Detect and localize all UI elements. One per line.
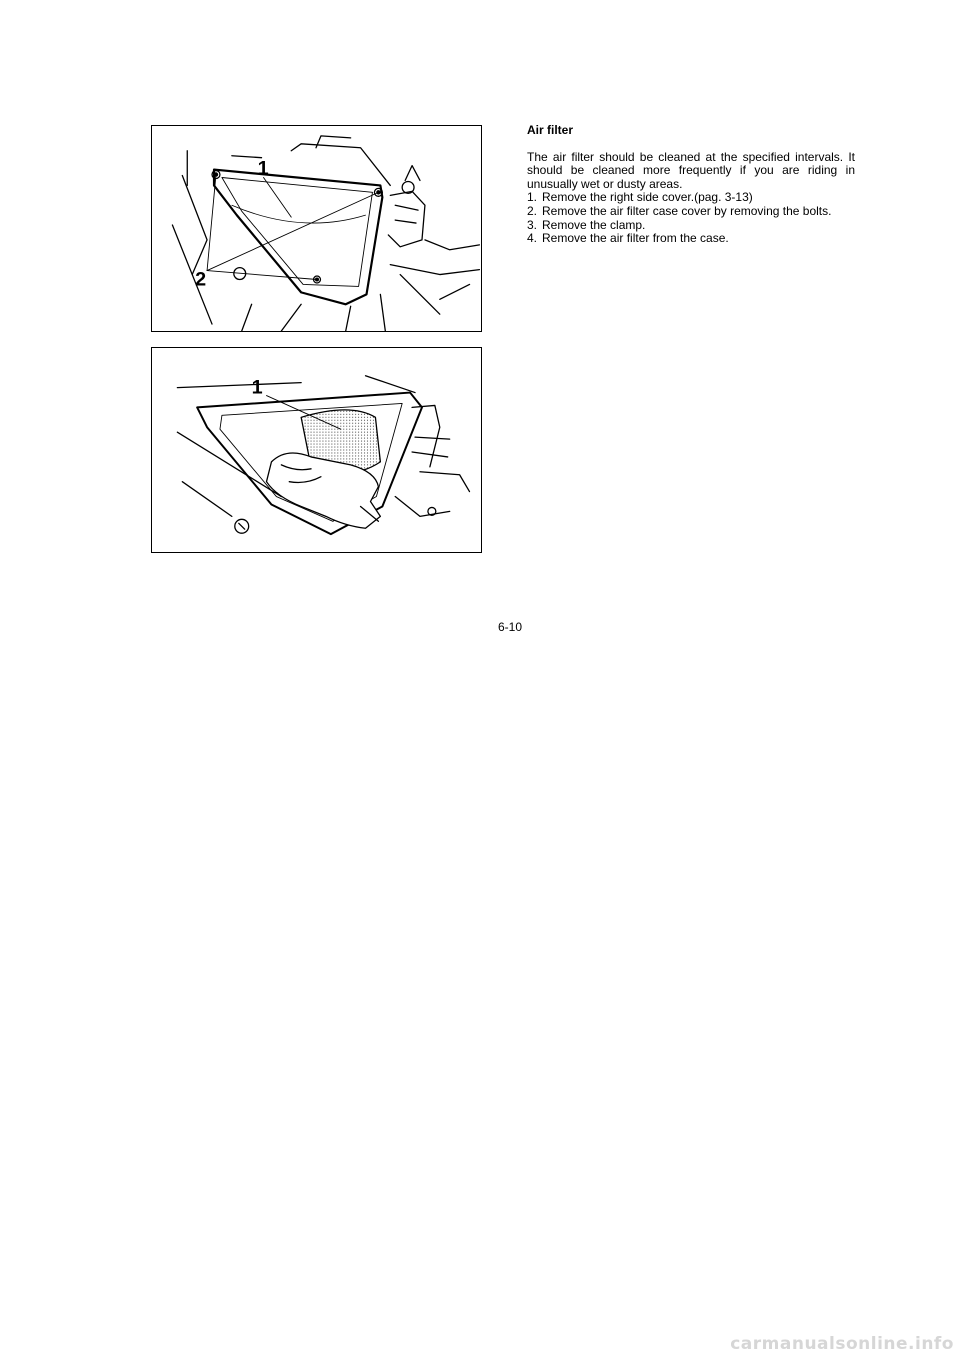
list-item xyxy=(527,219,855,233)
step-number: 4. xyxy=(527,231,538,246)
side-cover-illustration xyxy=(152,126,481,331)
step-text: Remove the right side cover.(pag. 3-13) xyxy=(542,190,753,205)
step-number: 1. xyxy=(527,190,538,205)
list-item xyxy=(527,205,855,219)
list-item xyxy=(527,191,855,205)
section-intro: The air filter should be cleaned at the specified intervals. It should be cleaned more frequently if you are riding in unusually wet or dusty areas. xyxy=(527,149,855,191)
section-heading: Air filter xyxy=(527,123,574,137)
step-number: 3. xyxy=(527,217,538,232)
watermark: carmanualsonline.info xyxy=(730,1334,954,1354)
callout-label: 1 xyxy=(257,157,269,180)
step-text: Remove the air filter case cover by removing the bolts. xyxy=(542,203,832,218)
instruction-section xyxy=(527,124,855,246)
callout-label: 1 xyxy=(251,376,263,399)
figure-air-filter-removal xyxy=(151,347,482,553)
filter-removal-illustration xyxy=(152,348,481,552)
callout-label: 2 xyxy=(195,268,207,291)
step-text: Remove the clamp. xyxy=(542,217,646,232)
list-item xyxy=(527,232,855,246)
page-number: 6-10 xyxy=(497,620,523,634)
step-text: Remove the air filter from the case. xyxy=(542,231,729,246)
step-number: 2. xyxy=(527,203,538,218)
figure-side-cover xyxy=(151,125,482,332)
step-list xyxy=(527,191,855,245)
